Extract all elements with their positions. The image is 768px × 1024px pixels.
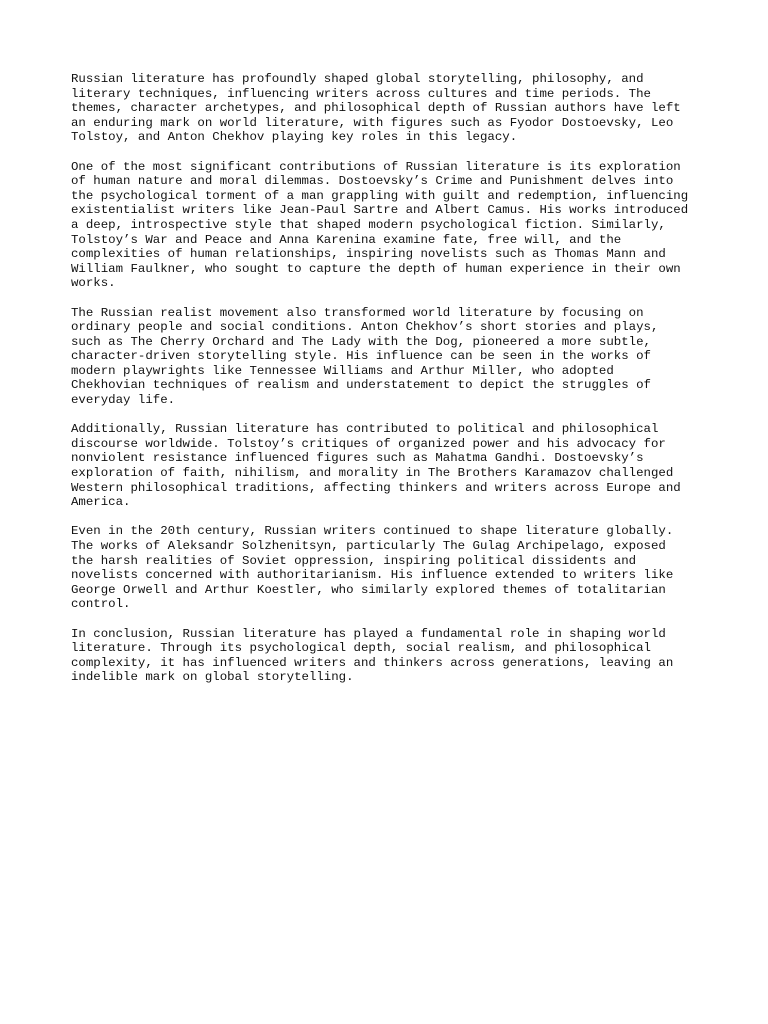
document-body [71, 72, 701, 700]
paragraph-political-discourse: Additionally, Russian literature has contributed to political and philosophical discourse worldwide. Tolstoy’s critiques of organized power and his advocacy for nonviolent resistance influenced figures such as Mahatma Gandhi. Dostoevsky’s exploration of faith, nihilism, and morality in The Brothers Karamazov challenged Western philosophical traditions, affecting thinkers and writers across Europe and America. [71, 422, 681, 510]
paragraph-20th-century: Even in the 20th century, Russian writers continued to shape literature globally. The works of Aleksandr Solzhenitsyn, particularly The Gulag Archipelago, exposed the harsh realities of Soviet oppression, inspiring political dissidents and novelists concerned with authoritarianism. His influence extended to writers like George Orwell and Arthur Koestler, who similarly explored themes of totalitarian control. [71, 524, 674, 612]
paragraph-intro: Russian literature has profoundly shaped global storytelling, philosophy, and literary techniques, influencing writers across cultures and time periods. The themes, character archetypes, and philosophical depth of Russian authors have left an enduring mark on world literature, with figures such as Fyodor Dostoevsky, Leo Tolstoy, and Anton Chekhov playing key roles in this legacy. [71, 72, 681, 145]
paragraph-conclusion: In conclusion, Russian literature has played a fundamental role in shaping world literature. Through its psychological depth, social realism, and philosophical complexity, it has influenced writers and thinkers across generations, leaving an indelible mark on global storytelling. [71, 626, 674, 685]
paragraph-realist-movement: The Russian realist movement also transformed world literature by focusing on ordinary people and social conditions. Anton Chekhov’s short stories and plays, such as The Cherry Orchard and The Lady with the Dog, pioneered a more subtle, character-driven storytelling style. His influence can be seen in the works of modern playwrights like Tennessee Williams and Arthur Miller, who adopted Chekhovian techniques of realism and understatement to depict the struggles of everyday life. [71, 305, 659, 408]
paragraph-moral-dilemmas: One of the most significant contributions of Russian literature is its exploration of human nature and moral dilemmas. Dostoevsky’s Crime and Punishment delves into the psychological torment of a man grappling with guilt and redemption, influencing existentialist writers like Jean-Paul Sartre and Albert Camus. His works introduced a deep, introspective style that shaped modern psychological fiction. Similarly, Tolstoy’s War and Peace and Anna Karenina examine fate, free will, and the complexities of human relationships, inspiring novelists such as Thomas Mann and William Faulkner, who sought to capture the depth of human experience in their own works. [71, 159, 689, 291]
